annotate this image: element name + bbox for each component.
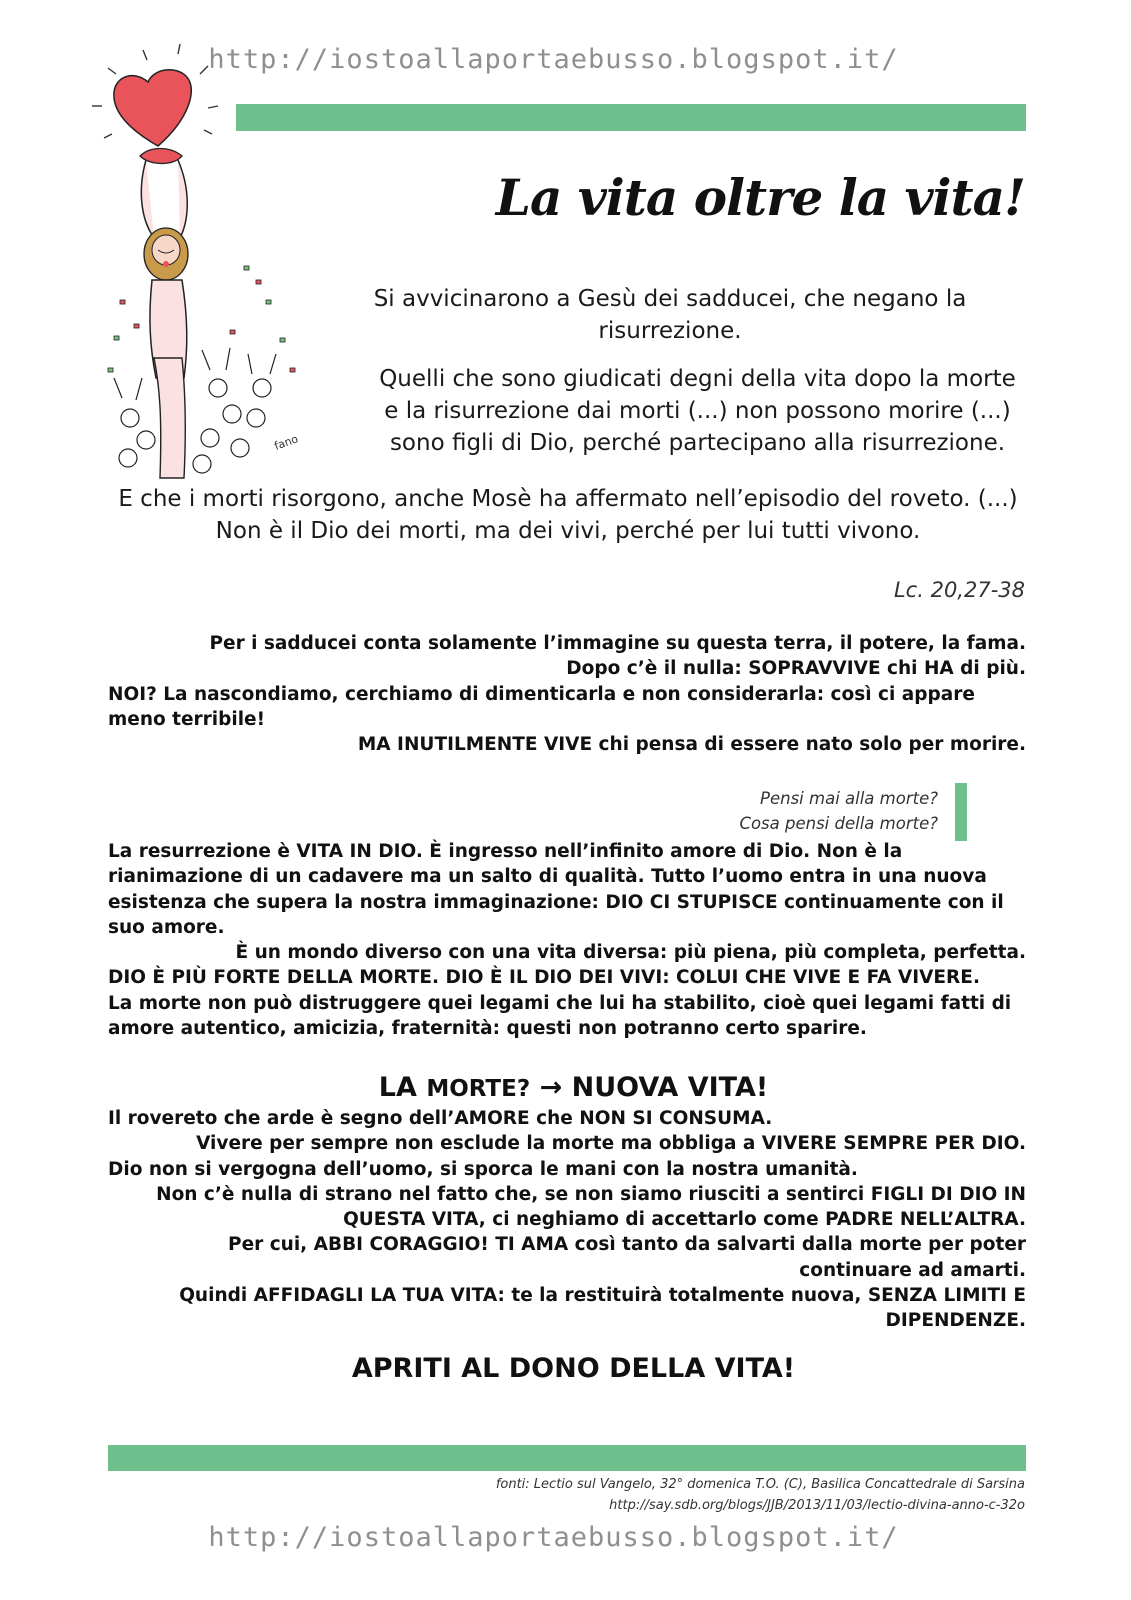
reflection3-line1: Il rovereto che arde è segno dell’AMORE che NON SI CONSUMA. [108,1108,773,1129]
reflection1-line1: Per i sadducei conta solamente l’immagine su questa terra, il potere, la fama. [209,633,1026,654]
blog-url-top[interactable]: http://iostoallaportaebusso.blogspot.it/ [208,44,899,75]
reflection3-line4: Non c’è nulla di strano nel fatto che, se non siamo riusciti a sentirci FIGLI DI DIO IN QUESTA VITA, ci neghiamo di accettarlo come PADRE NELL’ALTRA. [156,1183,1026,1231]
gospel-reference: Lc. 20,27-38 [893,578,1025,602]
reflection3-line6: Quindi AFFIDAGLI LA TUA VITA: te la restituirà totalmente nuova, SENZA LIMITI E DIPENDENZE. [179,1285,1026,1332]
confetti [108,266,295,372]
arrow-right-icon: → [539,1072,563,1103]
reflection-block-1 [108,631,1026,757]
reflection1-line2: Dopo c’è il nulla: SOPRAVVIVE chi HA di più. [566,658,1026,680]
quote-accent-bar [955,783,967,841]
heading1-la: LA [378,1072,417,1103]
heading-nuova-vita [8,1072,1131,1103]
reflection1-line3: NOI? La nascondiamo, cerchiamo di dimenticarla e non considerarla: così ci appare meno terribile! [108,683,975,730]
gospel-paragraph-1: Si avvicinarono a Gesù dei sadducei, che negano la risurrezione. [373,286,967,344]
question-1: Pensi mai alla morte? [760,789,938,808]
bottom-green-bar [108,1445,1026,1471]
jesus-heart-illustration [90,38,320,480]
top-green-bar [236,104,1026,131]
heading1-morte: MORTE? [426,1076,531,1102]
gospel-paragraph-3: E che i morti risorgono, anche Mosè ha affermato nell’episodio del roveto. (...) Non è il Dio dei morti, ma dei vivi, perché per lui tutti vivono. [118,486,1018,544]
illustration-signature: fano [272,432,300,453]
reflection3-line2: Vivere per sempre non esclude la morte ma obbliga a VIVERE SEMPRE PER DIO. [196,1133,1026,1155]
heading1-rest: NUOVA VITA! [571,1072,769,1103]
reflection3-line3: Dio non si vergogna dell’uomo, si sporca le mani con la nostra umanità. [108,1158,858,1180]
heart-icon [114,70,191,146]
reflection2-line3: DIO È PIÙ FORTE DELLA MORTE. DIO È IL DIO DEI VIVI: COLUI CHE VIVE E FA VIVERE. [108,967,980,989]
reflection2-line2: È un mondo diverso con una vita diversa: più piena, più completa, perfetta. [235,942,1026,964]
reflection2-line1: La resurrezione è VITA IN DIO. È ingresso nell’infinito amore di Dio. Non è la rianimazione di un cadavere ma un salto di qualità. Tutto l’uomo entra in una nuova esistenza che supera la nostra immaginazione: DIO CI STUPISCE continuamente con il suo amore. [108,841,1004,938]
crowd-sketch [114,348,276,473]
reflection2-line4: La morte non può distruggere quei legami che lui ha stabilito, cioè quei legami fatti di amore autentico, amicizia, fraternità: questi non potranno certo sparire. [108,992,1012,1040]
sources-block [496,1474,1025,1516]
gospel-paragraph-2: Quelli che sono giudicati degni della vita dopo la morte e la risurrezione dai morti (...) non possono morire (...) sono figli di Dio, perché partecipano alla risurrezione. [379,366,1016,456]
source-line-1: fonti: Lectio sul Vangelo, 32° domenica T.O. (C), Basilica Concattedrale di Sarsina [495,1477,1025,1492]
question-2: Cosa pensi della morte? [739,814,938,833]
questions-quote [739,786,938,836]
reflection-block-3 [108,1106,1026,1334]
blog-url-bottom[interactable]: http://iostoallaportaebusso.blogspot.it/ [208,1522,899,1553]
reflection-block-2 [108,839,1026,1041]
page-title: La vita oltre la vita! [495,168,1025,227]
reflection3-line5: Per cui, ABBI CORAGGIO! TI AMA così tanto da salvarti dalla morte per poter continuare ad amarti. [228,1234,1026,1281]
source-link[interactable]: http://say.sdb.org/blogs/JJB/2013/11/03/lectio-divina-anno-c-32o [609,1498,1025,1513]
heading-apriti: APRITI AL DONO DELLA VITA! [351,1353,796,1384]
reflection1-line4: MA INUTILMENTE VIVE chi pensa di essere nato solo per morire. [357,734,1026,756]
